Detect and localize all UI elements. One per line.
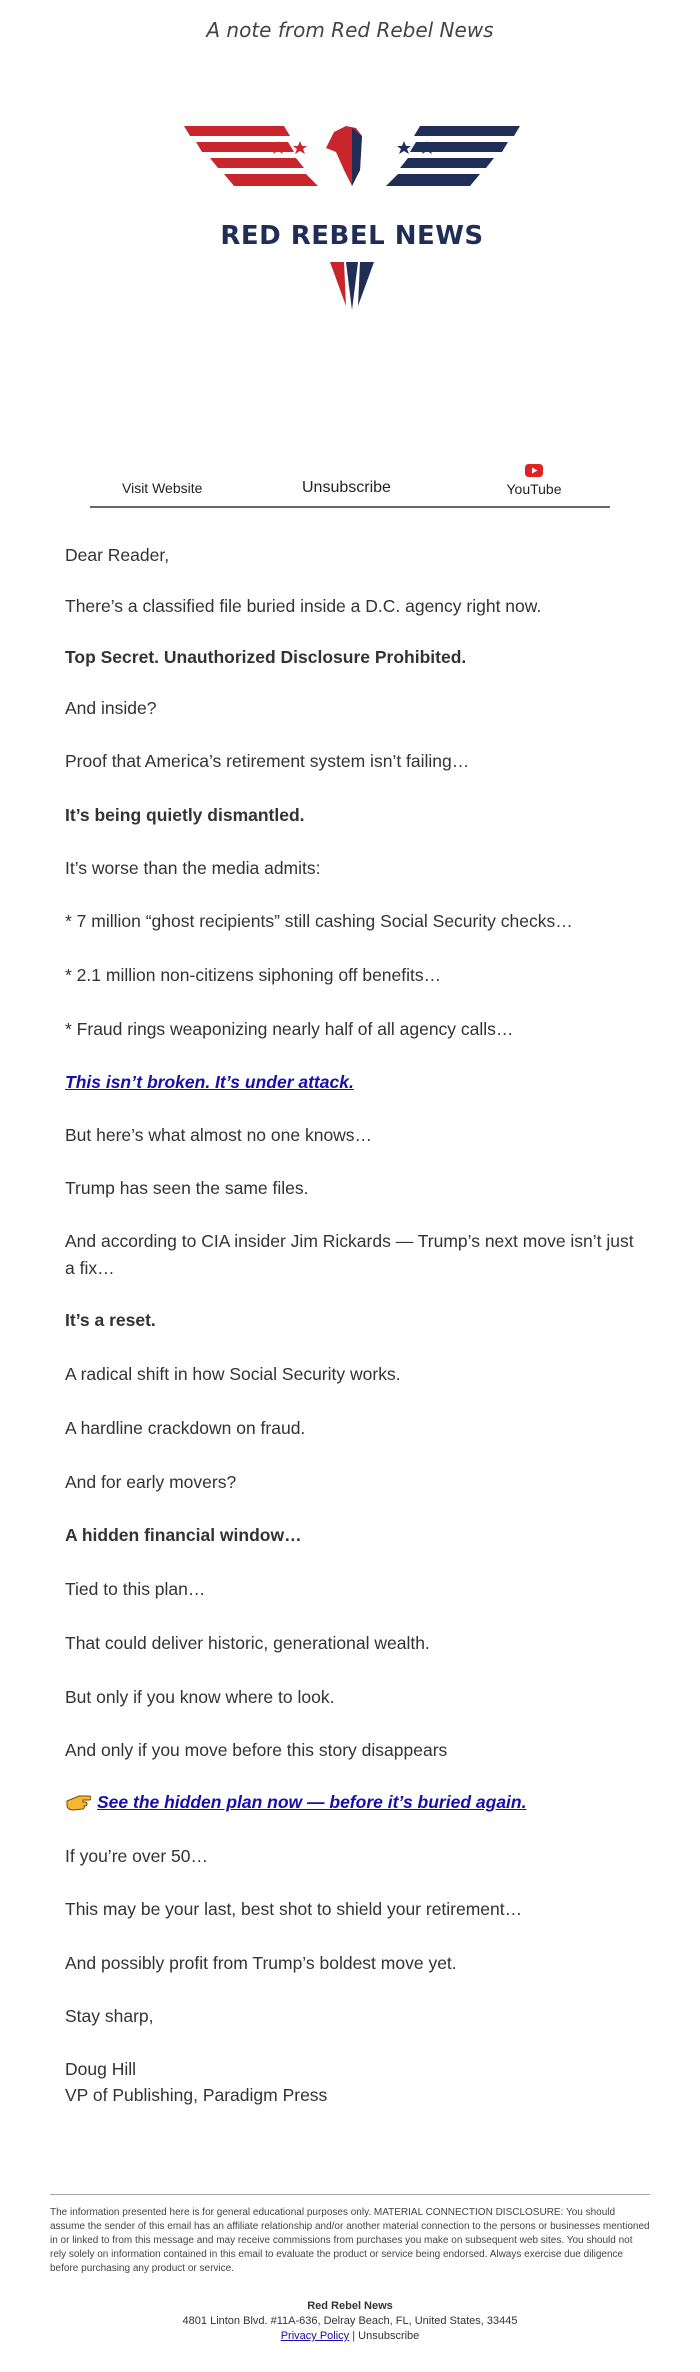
footer-company-name: Red Rebel News	[307, 2300, 393, 2312]
paragraph-reset: It’s a reset.	[65, 1310, 156, 1330]
hidden-plan-cta-link[interactable]: See the hidden plan now — before it’s buried again.	[97, 1792, 527, 1812]
youtube-link[interactable]	[504, 464, 564, 497]
paragraph-worse-than-media: It’s worse than the media admits:	[65, 858, 321, 878]
signature-name: Doug Hill	[65, 2059, 136, 2079]
paragraph-last-best-shot: This may be your last, best shot to shield your retirement…	[65, 1899, 523, 1919]
footer-disclaimer: The information presented here is for general educational purposes only. MATERIAL CONNECTION DISCLOSURE: You should assume the sender of this email has an affiliate relationship and/or another material connection to the persons or businesses mentioned in or linked to from this message and may receive commissions from purchases you make on subsequent web sites. You should not rely solely on information contained in this email to evaluate the product or service being endorsed. Always exercise due diligence before purchasing any product or service.	[50, 2207, 650, 2274]
youtube-icon	[525, 464, 543, 477]
paragraph-top-secret: Top Secret. Unauthorized Disclosure Prohibited.	[65, 647, 467, 667]
paragraph-story-disappears: And only if you move before this story disappears	[65, 1740, 448, 1760]
paragraph-boldest-move: And possibly profit from Trump’s boldest move yet.	[65, 1953, 457, 1973]
signoff: Stay sharp,	[65, 2006, 154, 2026]
youtube-label: YouTube	[506, 481, 562, 497]
paragraph-hidden-window: A hidden financial window…	[65, 1525, 302, 1545]
footer-address: 4801 Linton Blvd. #11A-636, Delray Beach, FL, United States, 33445	[182, 2315, 518, 2327]
cta-row	[65, 1789, 635, 1815]
red-rebel-news-logo	[184, 126, 520, 316]
footer-links	[0, 2330, 700, 2342]
paragraph-early-movers: And for early movers?	[65, 1472, 237, 1492]
paragraph-and-inside: And inside?	[65, 698, 157, 718]
footer-divider	[50, 2194, 650, 2195]
paragraph-where-to-look: But only if you know where to look.	[65, 1687, 335, 1707]
bullet-fraud-rings: * Fraud rings weaponizing nearly half of all agency calls…	[65, 1019, 514, 1039]
paragraph-classified-file: There’s a classified file buried inside a D.C. agency right now.	[65, 596, 542, 616]
pointing-hand-icon	[65, 1793, 91, 1811]
top-nav	[90, 464, 610, 508]
brand-wordmark: RED REBEL NEWS	[220, 221, 484, 251]
link-under-attack-row	[65, 1069, 635, 1095]
header-note: A note from Red Rebel News	[206, 18, 494, 42]
paragraph-trump-files: Trump has seen the same files.	[65, 1178, 309, 1198]
signature-title: VP of Publishing, Paradigm Press	[65, 2085, 328, 2105]
under-attack-link[interactable]: This isn’t broken. It’s under attack.	[65, 1072, 354, 1092]
paragraph-cia-insider: And according to CIA insider Jim Rickards — Trump’s next move isn’t just a fix…	[65, 1231, 634, 1278]
greeting: Dear Reader,	[65, 545, 170, 565]
bullet-ghost-recipients: * 7 million “ghost recipients” still cashing Social Security checks…	[65, 911, 573, 931]
privacy-policy-link[interactable]: Privacy Policy	[280, 2330, 350, 2342]
footer-separator: |	[352, 2330, 356, 2342]
paragraph-radical-shift: A radical shift in how Social Security works.	[65, 1364, 401, 1384]
paragraph-over-50: If you’re over 50…	[65, 1846, 208, 1866]
paragraph-tied-to-plan: Tied to this plan…	[65, 1579, 206, 1599]
footer-unsubscribe-link[interactable]: Unsubscribe	[358, 2330, 420, 2342]
paragraph-almost-no-one: But here’s what almost no one knows…	[65, 1125, 373, 1145]
paragraph-generational-wealth: That could deliver historic, generational wealth.	[65, 1633, 430, 1653]
unsubscribe-link[interactable]: Unsubscribe	[302, 479, 391, 496]
paragraph-proof: Proof that America’s retirement system isn’t failing…	[65, 751, 470, 771]
visit-website-link[interactable]: Visit Website	[122, 480, 203, 496]
paragraph-quietly-dismantled: It’s being quietly dismantled.	[65, 805, 305, 825]
paragraph-crackdown: A hardline crackdown on fraud.	[65, 1418, 306, 1438]
bullet-non-citizens: * 2.1 million non-citizens siphoning off benefits…	[65, 965, 442, 985]
